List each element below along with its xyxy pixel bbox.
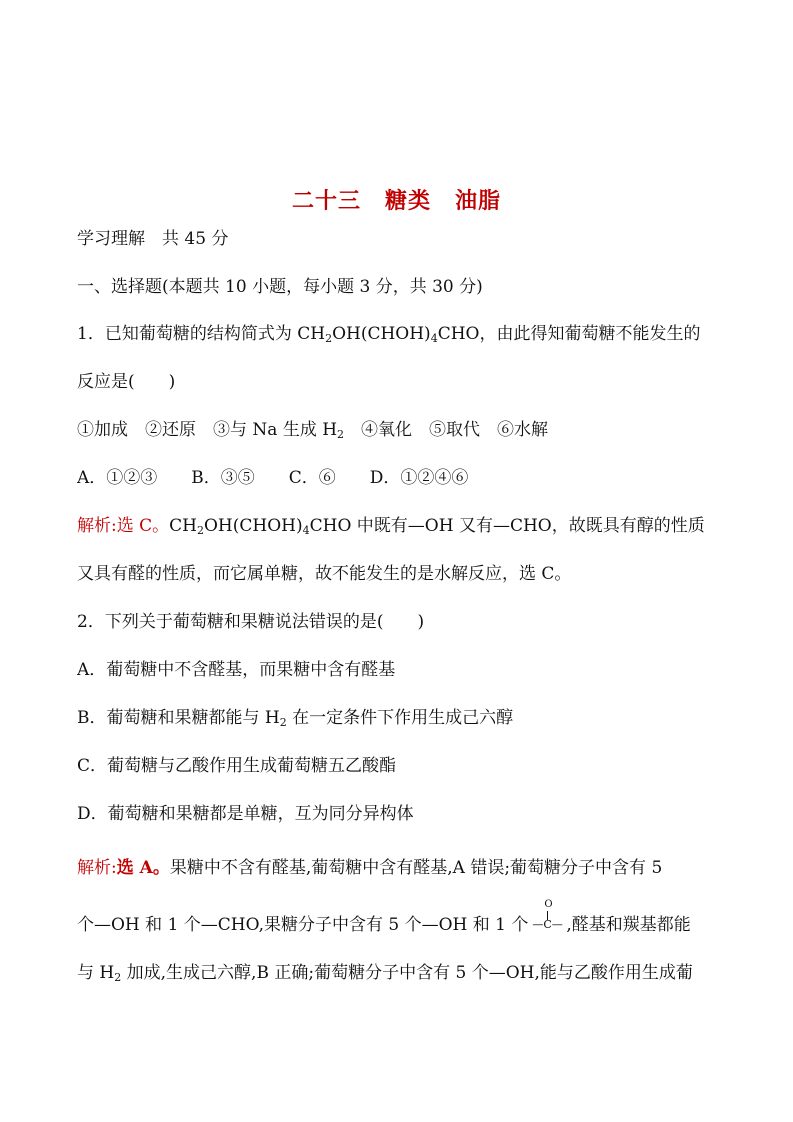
q1-reaction-list: ①加成 ②还原 ③与 Na 生成 $H_2$ ④氧化 ⑤取代 ⑥水解: [77, 420, 549, 441]
q1-stem-line2: 反应是( ): [77, 372, 176, 392]
q2-option-b: B．葡萄糖和果糖都能与 $H_2$ 在一定条件下作用生成己六醇: [77, 708, 514, 729]
q2-analysis-line3: 与 $H_2$ 加成,生成己六醇,B 正确;葡萄糖分子中含有 5 个—OH,能与乙酸作用生成葡: [77, 963, 693, 984]
analysis-choice: 选 A。: [116, 858, 170, 878]
analysis-label: 解析:选 C。: [77, 516, 170, 536]
q2-stem: 2．下列关于葡萄糖和果糖说法错误的是( ): [77, 612, 425, 632]
q1-analysis-line2: 又具有醛的性质，而它属单糖，故不能发生的是水解反应，选 C。: [77, 564, 572, 584]
analysis-label: 解析:: [77, 858, 117, 878]
section-header: 学习理解 共 45 分: [77, 229, 229, 249]
q1-analysis-line1: 解析:选 C。$CH_2OH(CHOH)_4CHO$ 中既有—OH 又有—CHO，故既具有醇的性质: [77, 516, 705, 537]
q1-options: A．①②③ B．③⑤ C．⑥ D．①②④⑥: [77, 468, 469, 488]
q2-analysis-line1: 解析:选 A。果糖中不含有醛基,葡萄糖中含有醛基,A 错误;葡萄糖分子中含有 5: [77, 858, 663, 878]
title-part-number: 二十三: [291, 188, 361, 214]
q2-option-c: C．葡萄糖与乙酸作用生成葡萄糖五乙酸酯: [77, 756, 397, 776]
q2-option-d: D．葡萄糖和果糖都是单糖，互为同分异构体: [77, 804, 414, 824]
page-title: [0, 184, 793, 215]
q2-option-a: A．葡萄糖中不含醛基，而果糖中含有醛基: [77, 660, 396, 680]
part-heading: 一、选择题(本题共 10 小题，每小题 3 分，共 30 分): [77, 277, 483, 297]
carbonyl-group-formula: O —C—: [532, 899, 563, 931]
q2-analysis-line2: 个—OH 和 1 个—CHO,果糖分子中含有 5 个—OH 和 1 个 O —C— ,醛基和羰基都能: [77, 899, 691, 935]
title-part-fats: 油脂: [455, 188, 502, 214]
title-part-sugars: 糖类: [384, 188, 431, 214]
q1-stem-line1: 1．已知葡萄糖的结构简式为 $CH_2OH(CHOH)_4CHO$，由此得知葡萄糖不能发生的: [77, 324, 701, 345]
